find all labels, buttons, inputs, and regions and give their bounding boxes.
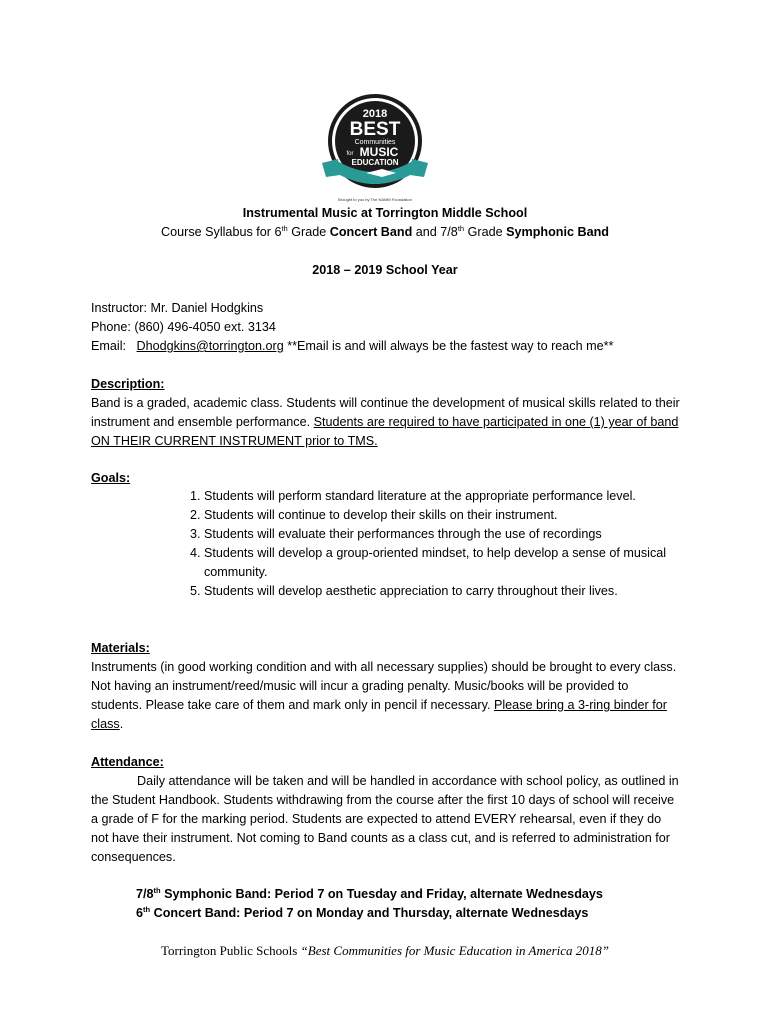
email-line: Email: Dhodgkins@torrington.org **Email is and will always be the fastest way to reach me** <box>91 339 614 353</box>
description-text: Band is a graded, academic class. Students will continue the development of musical skills related to their instrument and ensemble performance. Students are required to have participated in one (1) year of band ON THEIR CURRENT INSTRUMENT prior to TMS. <box>91 396 680 448</box>
email-link[interactable]: Dhodgkins@torrington.org <box>136 339 284 353</box>
attendance-heading: Attendance: <box>91 755 164 769</box>
materials-heading: Materials: <box>91 641 150 655</box>
goal-item: 1. Students will perform standard literature at the appropriate performance level. <box>204 487 694 506</box>
materials-text: Instruments (in good working condition and with all necessary supplies) should be brought to every class. Not having an instrument/reed/music will incur a grading penalty. Music/books will be provided to students. Please take care of them and mark only in pencil if necessary. Please bring a 3-ring binder for class. <box>91 660 677 731</box>
concert-band-schedule: 6th Concert Band: Period 7 on Monday and Thursday, alternate Wednesdays <box>136 904 589 920</box>
logo-brought-by: Brought to you by The NAMM Foundation <box>338 197 412 202</box>
best-communities-logo <box>316 93 434 205</box>
logo-education: EDUCATION <box>351 158 399 167</box>
attendance-text: Daily attendance will be taken and will be handled in accordance with school policy, as outlined in the Student Handbook. Students withdrawing from the course after the first 10 days of school will receive a grade of F for the marking period. Students are expected to attend EVERY rehearsal, even if they do not have their instrument. Not coming to Band counts as a class cut, and is referred to administration for consequences. <box>91 774 679 864</box>
document-title: Instrumental Music at Torrington Middle School <box>242 206 528 220</box>
symphonic-band-schedule: 7/8th Symphonic Band: Period 7 on Tuesday and Friday, alternate Wednesdays <box>136 885 603 901</box>
description-heading: Description: <box>91 377 165 391</box>
goal-item: 2. Students will continue to develop their skills on their instrument. <box>204 506 694 525</box>
goal-item: 4. Students will develop a group-oriented mindset, to help develop a sense of musical community. <box>204 544 694 582</box>
logo-music: MUSIC <box>359 145 399 159</box>
goal-item: 5. Students will develop aesthetic appreciation to carry throughout their lives. <box>204 582 694 601</box>
school-year: 2018 – 2019 School Year <box>312 263 458 277</box>
course-syllabus-line: Course Syllabus for 6th Grade Concert Band and 7/8th Grade Symphonic Band <box>161 223 609 239</box>
goals-heading: Goals: <box>91 471 131 485</box>
page-footer: Torrington Public Schools “Best Communities for Music Education in America 2018” <box>160 943 610 958</box>
logo-communities: Communities <box>354 139 396 146</box>
logo-best: BEST <box>349 119 401 140</box>
goal-item: 3. Students will evaluate their performances through the use of recordings <box>204 525 694 544</box>
logo-for: for <box>346 151 354 157</box>
phone-line: Phone: (860) 496-4050 ext. 3134 <box>91 320 276 334</box>
logo-year: 2018 <box>362 108 388 120</box>
instructor-line: Instructor: Mr. Daniel Hodgkins <box>91 301 264 315</box>
goals-list <box>180 487 694 601</box>
